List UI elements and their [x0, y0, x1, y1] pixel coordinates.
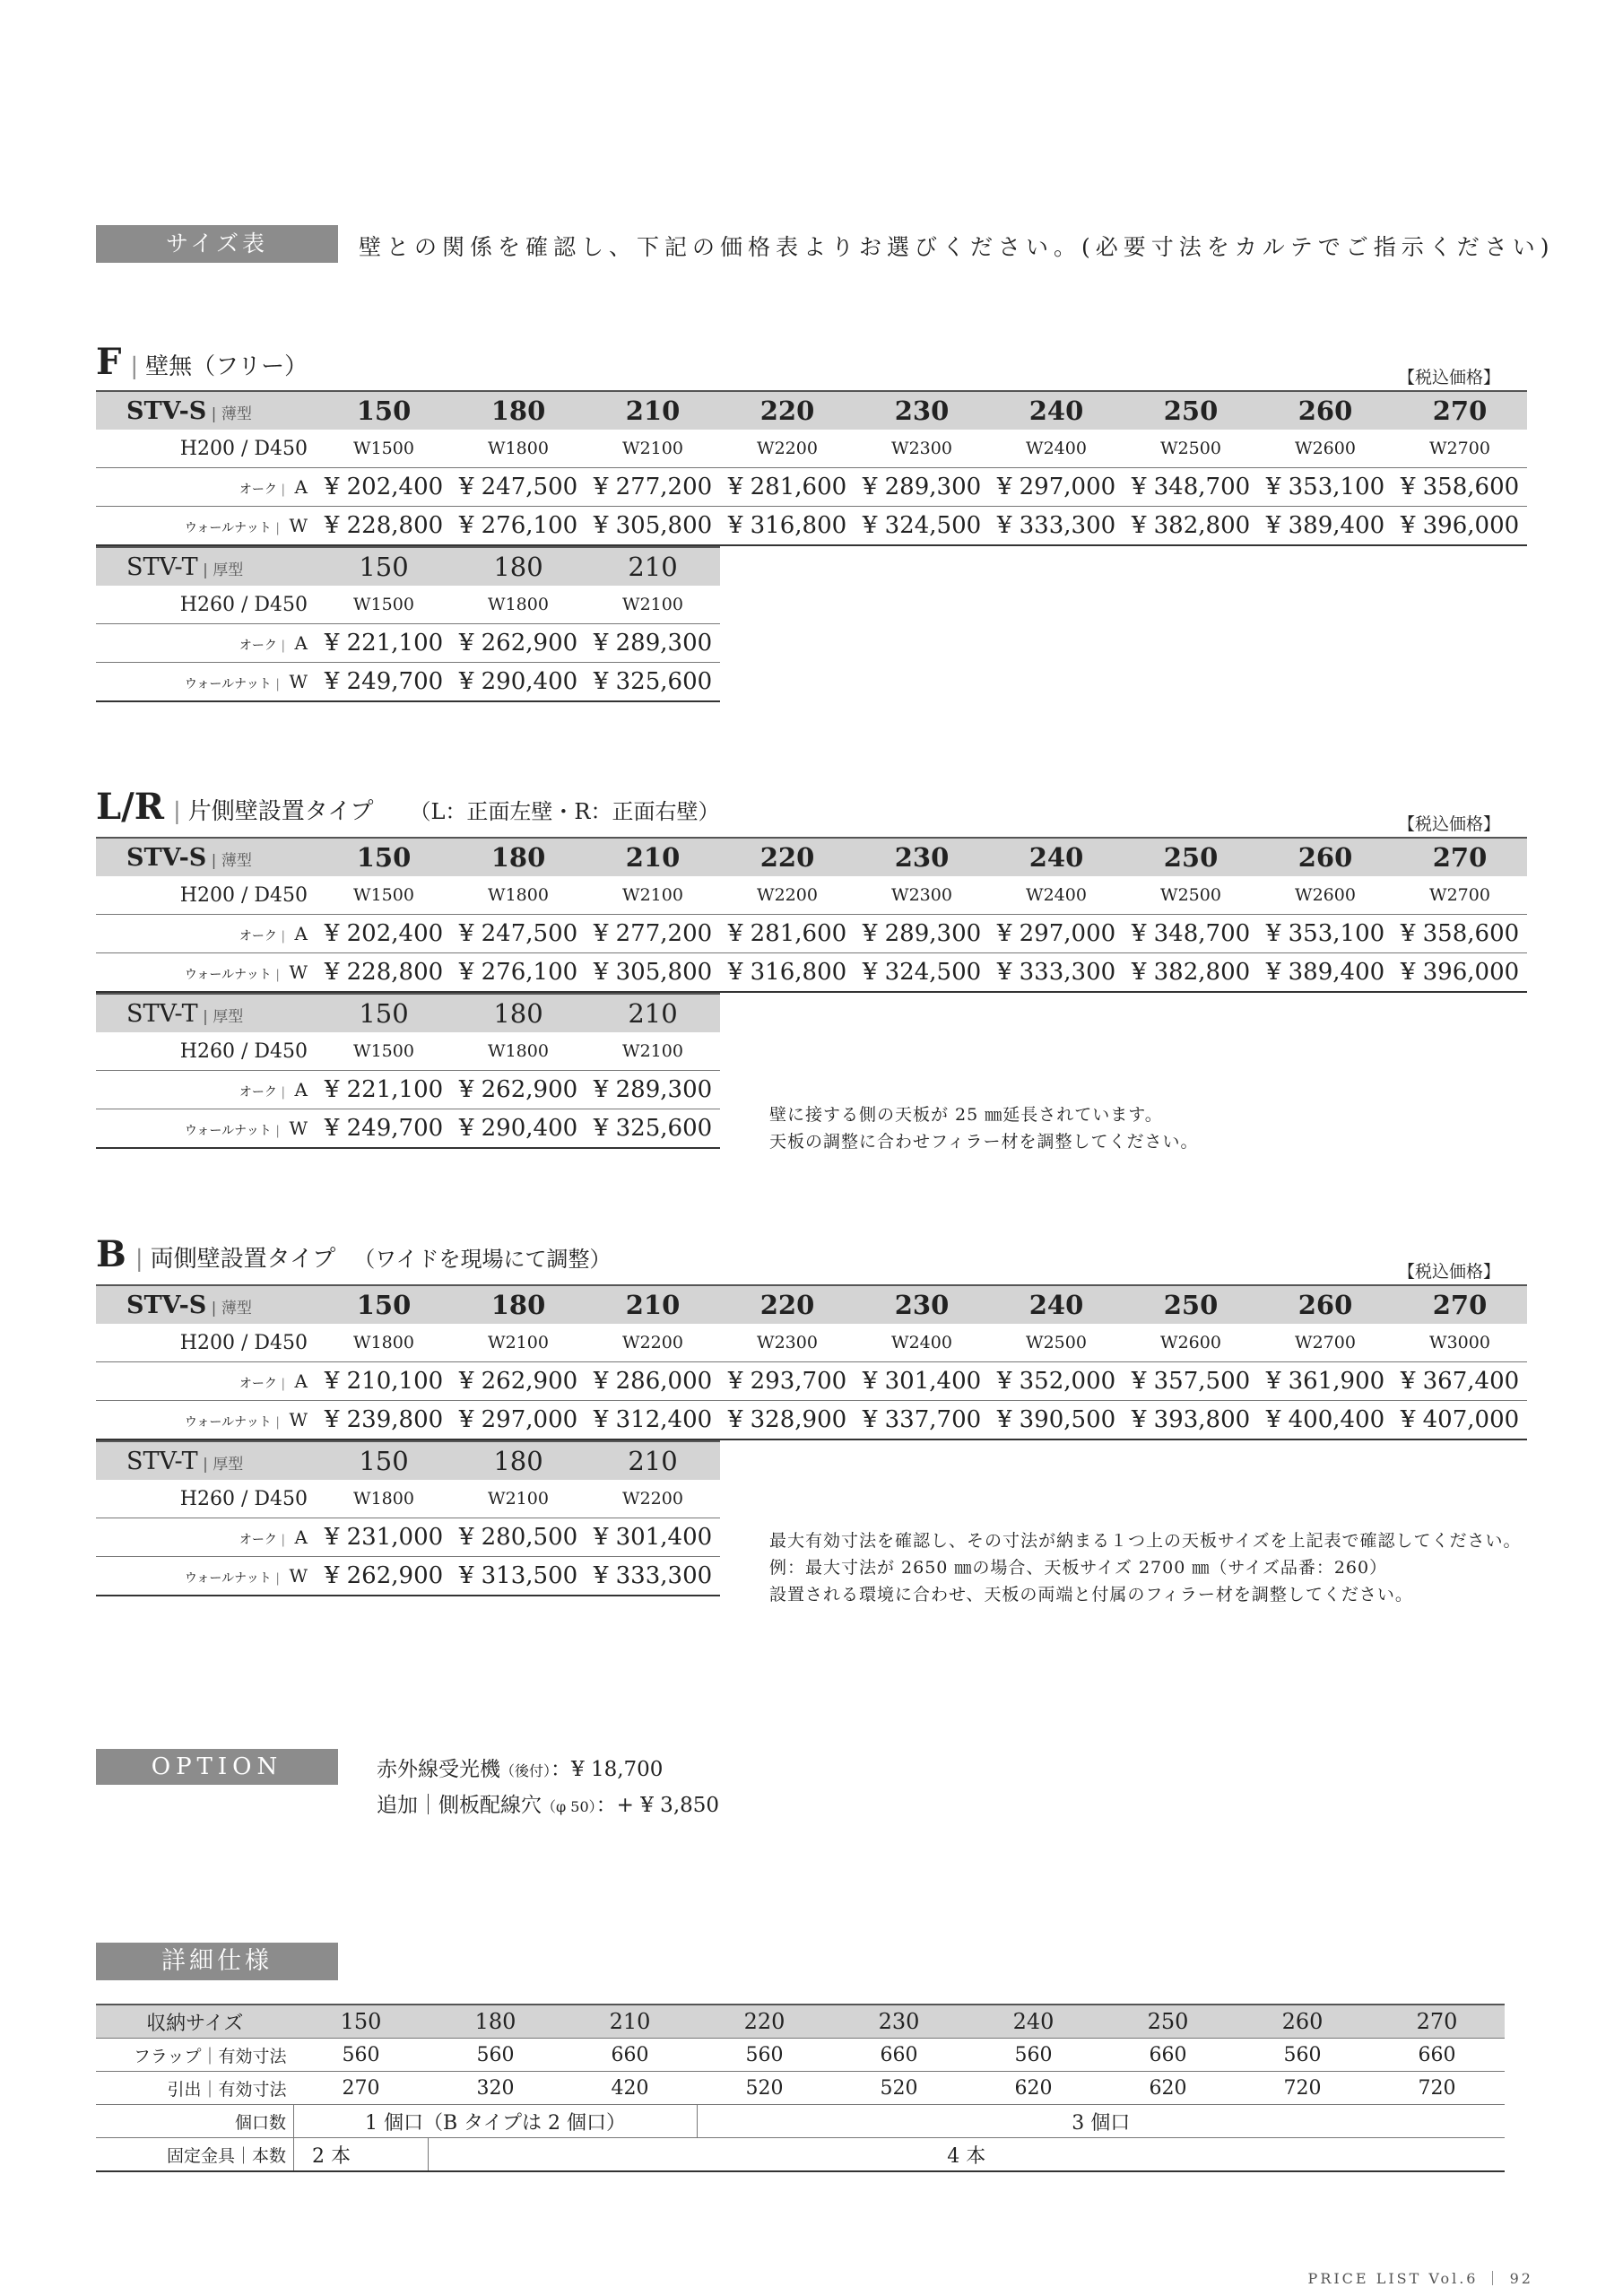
size-header: 250 — [1124, 1285, 1258, 1324]
drawer-row-cell: 270 — [294, 2072, 429, 2105]
model-type: 薄型 — [221, 404, 252, 423]
oak-row-label: オーク | A — [96, 624, 317, 663]
size-header: 210 — [586, 391, 720, 430]
drawer-row-cell: 420 — [563, 2072, 698, 2105]
spec-size: 210 — [563, 2005, 698, 2039]
width-cell: W1500 — [353, 595, 414, 614]
note-line: 設置される環境に合わせ、天板の両端と付属のフィラー材を調整してください。 — [769, 1585, 1413, 1605]
price-cell: ¥ 367,400 — [1393, 1362, 1527, 1401]
spec-size: 270 — [1370, 2005, 1505, 2039]
price-cell: ¥ 353,100 — [1258, 915, 1393, 953]
size-header: 180 — [451, 547, 586, 586]
model-name: STV-S — [126, 843, 207, 872]
price-cell: ¥ 312,400 — [586, 1401, 720, 1440]
price-cell: ¥ 324,500 — [855, 507, 989, 546]
drawer-row-cell: 620 — [1101, 2072, 1236, 2105]
spec-table — [96, 2004, 1505, 2172]
section-name: 片側壁設置タイプ — [187, 798, 374, 825]
model-label: STV-T | 厚型 — [96, 1441, 317, 1480]
flap-row-cell: 660 — [1101, 2039, 1236, 2072]
model-label: STV-S | 薄型 — [96, 1285, 317, 1324]
width-cell: W2600 — [1295, 885, 1356, 905]
size-header: 210 — [586, 1441, 720, 1480]
section-f-title: F | 壁無（フリー） — [96, 341, 308, 383]
spec-header-label: 収納サイズ — [96, 2005, 294, 2039]
price-cell: ¥ 348,700 — [1124, 468, 1258, 507]
width-cell: W2200 — [757, 885, 818, 905]
note-lr — [769, 1101, 1198, 1155]
price-table-stv-t — [96, 1440, 720, 1596]
price-cell: ¥ 262,900 — [451, 624, 586, 663]
flap-row-cell: 660 — [832, 2039, 967, 2072]
tax-label: 【税込価格】 — [1397, 814, 1500, 834]
width-cell: W2200 — [622, 1489, 683, 1509]
width-cell: W2600 — [1160, 1333, 1221, 1352]
spec-tag: 詳細仕様 — [96, 1943, 338, 1980]
price-cell: ¥ 389,400 — [1258, 953, 1393, 993]
model-type: 厚型 — [213, 1007, 244, 1026]
size-header: 180 — [451, 838, 586, 876]
drawer-row-cell: 520 — [832, 2072, 967, 2105]
spec-size: 260 — [1236, 2005, 1370, 2039]
spec-size: 180 — [429, 2005, 563, 2039]
width-cell: W2300 — [891, 885, 952, 905]
size-header: 270 — [1393, 1285, 1527, 1324]
model-type: 厚型 — [213, 561, 244, 579]
price-cell: ¥ 262,900 — [451, 1071, 586, 1109]
price-cell: ¥ 305,800 — [586, 953, 720, 993]
drawer-row-cell: 620 — [967, 2072, 1101, 2105]
size-header: 150 — [317, 391, 451, 430]
drawer-row-cell: 720 — [1370, 2072, 1505, 2105]
size-header: 250 — [1124, 391, 1258, 430]
size-header: 250 — [1124, 838, 1258, 876]
option-tag: OPTION — [96, 1749, 338, 1785]
dims-label: H200 / D450 — [179, 437, 308, 460]
price-cell: ¥ 210,100 — [317, 1362, 451, 1401]
width-cell: W2700 — [1429, 885, 1490, 905]
price-cell: ¥ 276,100 — [451, 507, 586, 546]
size-header: 150 — [317, 547, 451, 586]
price-cell: ¥ 313,500 — [451, 1557, 586, 1596]
section-subtitle: （L：正面左壁・R：正面右壁） — [409, 799, 720, 824]
size-header: 230 — [855, 1285, 989, 1324]
size-header: 220 — [720, 391, 855, 430]
walnut-row-label: ウォールナット | W — [96, 1109, 317, 1149]
price-table-stv-s — [96, 837, 1527, 993]
price-cell: ¥ 239,800 — [317, 1401, 451, 1440]
price-cell: ¥ 281,600 — [720, 468, 855, 507]
note-line: 壁に接する側の天板が 25 ㎜延長されています。 — [769, 1105, 1163, 1125]
price-table-stv-t — [96, 546, 720, 702]
size-header: 150 — [317, 994, 451, 1032]
note-line: 例：最大寸法が 2650 ㎜の場合、天板サイズ 2700 ㎜（サイズ品番：260） — [769, 1558, 1388, 1578]
price-cell: ¥ 262,900 — [317, 1557, 451, 1596]
drawer-row-label: 引出｜有効寸法 — [96, 2072, 294, 2105]
flap-row-cell: 660 — [1370, 2039, 1505, 2072]
spec-size: 240 — [967, 2005, 1101, 2039]
section-name: 両側壁設置タイプ — [150, 1246, 336, 1273]
price-cell: ¥ 290,400 — [451, 1109, 586, 1149]
price-cell: ¥ 228,800 — [317, 507, 451, 546]
note-b — [769, 1527, 1521, 1608]
note-line: 天板の調整に合わせフィラー材を調整してください。 — [769, 1132, 1199, 1152]
price-cell: ¥ 337,700 — [855, 1401, 989, 1440]
option-wiring-hole: 追加｜側板配線穴（φ 50）：+ ¥ 3,850 — [377, 1794, 720, 1817]
price-table-stv-t — [96, 993, 720, 1149]
size-header: 210 — [586, 838, 720, 876]
price-cell: ¥ 333,300 — [586, 1557, 720, 1596]
price-cell: ¥ 348,700 — [1124, 915, 1258, 953]
size-header: 260 — [1258, 1285, 1393, 1324]
size-header: 270 — [1393, 838, 1527, 876]
size-header: 180 — [451, 1285, 586, 1324]
price-cell: ¥ 301,400 — [586, 1518, 720, 1557]
size-header: 220 — [720, 1285, 855, 1324]
openings-a: 1 個口（B タイプは 2 個口） — [294, 2105, 698, 2138]
price-cell: ¥ 390,500 — [989, 1401, 1124, 1440]
oak-row-label: オーク | A — [96, 468, 317, 507]
model-name: STV-T — [126, 552, 198, 581]
drawer-row-cell: 320 — [429, 2072, 563, 2105]
width-cell: W1500 — [353, 439, 414, 458]
width-cell: W2100 — [488, 1489, 549, 1509]
openings-label: 個口数 — [96, 2105, 294, 2138]
model-label: STV-T | 厚型 — [96, 547, 317, 586]
price-cell: ¥ 301,400 — [855, 1362, 989, 1401]
flap-row-cell: 560 — [698, 2039, 832, 2072]
size-header: 240 — [989, 838, 1124, 876]
size-header: 210 — [586, 1285, 720, 1324]
fix-label: 固定金具｜本数 — [96, 2138, 294, 2172]
price-cell: ¥ 325,600 — [586, 663, 720, 702]
price-cell: ¥ 228,800 — [317, 953, 451, 993]
walnut-row-label: ウォールナット | W — [96, 1401, 317, 1440]
lead-text: 壁との関係を確認し、下記の価格表よりお選びください。(必要寸法をカルテでご指示ください) — [359, 234, 1555, 260]
flap-row-cell: 560 — [429, 2039, 563, 2072]
width-cell: W1500 — [353, 1041, 414, 1061]
model-label: STV-T | 厚型 — [96, 994, 317, 1032]
price-cell: ¥ 280,500 — [451, 1518, 586, 1557]
price-cell: ¥ 382,800 — [1124, 507, 1258, 546]
price-table-stv-s — [96, 390, 1527, 546]
price-cell: ¥ 289,300 — [855, 468, 989, 507]
price-cell: ¥ 277,200 — [586, 915, 720, 953]
spec-size: 230 — [832, 2005, 967, 2039]
size-header: 150 — [317, 1441, 451, 1480]
price-cell: ¥ 249,700 — [317, 663, 451, 702]
flap-row-label: フラップ｜有効寸法 — [96, 2039, 294, 2072]
size-header: 180 — [451, 391, 586, 430]
size-header: 240 — [989, 1285, 1124, 1324]
size-header: 210 — [586, 994, 720, 1032]
price-cell: ¥ 297,000 — [989, 915, 1124, 953]
price-cell: ¥ 202,400 — [317, 915, 451, 953]
price-cell: ¥ 393,800 — [1124, 1401, 1258, 1440]
width-cell: W2300 — [891, 439, 952, 458]
section-lr-title: L/R | 片側壁設置タイプ （L：正面左壁・R：正面右壁） — [96, 786, 720, 828]
drawer-row-cell: 720 — [1236, 2072, 1370, 2105]
tax-label: 【税込価格】 — [1397, 368, 1500, 387]
width-cell: W2500 — [1160, 885, 1221, 905]
width-cell: W3000 — [1429, 1333, 1490, 1352]
oak-row-label: オーク | A — [96, 1071, 317, 1109]
width-cell: W1800 — [488, 885, 549, 905]
size-header: 180 — [451, 994, 586, 1032]
size-table-tag: サイズ表 — [96, 225, 338, 263]
size-header: 260 — [1258, 391, 1393, 430]
dims-label: H200 / D450 — [179, 883, 308, 907]
width-cell: W2200 — [622, 1333, 683, 1352]
width-cell: W1500 — [353, 885, 414, 905]
price-cell: ¥ 247,500 — [451, 915, 586, 953]
width-cell: W2100 — [622, 885, 683, 905]
price-cell: ¥ 396,000 — [1393, 507, 1527, 546]
fix-a: 2 本 — [294, 2138, 429, 2172]
price-cell: ¥ 297,000 — [451, 1401, 586, 1440]
model-name: STV-T — [126, 1447, 198, 1475]
price-cell: ¥ 333,300 — [989, 953, 1124, 993]
size-header: 180 — [451, 1441, 586, 1480]
section-name: 壁無（フリー） — [145, 353, 308, 380]
size-header: 270 — [1393, 391, 1527, 430]
price-cell: ¥ 396,000 — [1393, 953, 1527, 993]
width-cell: W2700 — [1429, 439, 1490, 458]
price-cell: ¥ 407,000 — [1393, 1401, 1527, 1440]
walnut-row-label: ウォールナット | W — [96, 507, 317, 546]
size-header: 260 — [1258, 838, 1393, 876]
oak-row-label: オーク | A — [96, 915, 317, 953]
width-cell: W2500 — [1160, 439, 1221, 458]
width-cell: W2400 — [1026, 885, 1087, 905]
dims-label: H260 / D450 — [179, 1487, 308, 1510]
width-cell: W2100 — [488, 1333, 549, 1352]
width-cell: W2100 — [622, 595, 683, 614]
tax-label: 【税込価格】 — [1397, 1262, 1500, 1282]
price-cell: ¥ 400,400 — [1258, 1401, 1393, 1440]
price-cell: ¥ 281,600 — [720, 915, 855, 953]
page-footer: PRICE LIST Vol.6 ｜ 92 — [1307, 2270, 1533, 2287]
price-cell: ¥ 289,300 — [586, 1071, 720, 1109]
price-cell: ¥ 293,700 — [720, 1362, 855, 1401]
size-header: 210 — [586, 547, 720, 586]
price-cell: ¥ 202,400 — [317, 468, 451, 507]
spec-size: 150 — [294, 2005, 429, 2039]
price-cell: ¥ 289,300 — [586, 624, 720, 663]
section-letter: L/R — [96, 786, 164, 828]
walnut-row-label: ウォールナット | W — [96, 663, 317, 702]
walnut-row-label: ウォールナット | W — [96, 953, 317, 993]
model-name: STV-T — [126, 999, 198, 1028]
openings-b: 3 個口 — [698, 2105, 1505, 2138]
spec-size: 250 — [1101, 2005, 1236, 2039]
spec-size: 220 — [698, 2005, 832, 2039]
drawer-row-cell: 520 — [698, 2072, 832, 2105]
price-cell: ¥ 277,200 — [586, 468, 720, 507]
model-name: STV-S — [126, 1291, 207, 1319]
size-header: 230 — [855, 391, 989, 430]
price-cell: ¥ 361,900 — [1258, 1362, 1393, 1401]
section-b-title: B | 両側壁設置タイプ （ワイドを現場にて調整） — [96, 1233, 612, 1275]
model-label: STV-S | 薄型 — [96, 838, 317, 876]
model-type: 厚型 — [213, 1455, 244, 1474]
price-cell: ¥ 333,300 — [989, 507, 1124, 546]
width-cell: W2200 — [757, 439, 818, 458]
walnut-row-label: ウォールナット | W — [96, 1557, 317, 1596]
dims-label: H260 / D450 — [179, 593, 308, 616]
dims-label: H200 / D450 — [179, 1331, 308, 1354]
price-cell: ¥ 325,600 — [586, 1109, 720, 1149]
price-cell: ¥ 276,100 — [451, 953, 586, 993]
model-name: STV-S — [126, 396, 207, 425]
option-ir-receiver: 赤外線受光機（後付）：¥ 18,700 — [377, 1758, 664, 1781]
width-cell: W2600 — [1295, 439, 1356, 458]
width-cell: W2300 — [757, 1333, 818, 1352]
price-cell: ¥ 358,600 — [1393, 468, 1527, 507]
size-header: 240 — [989, 391, 1124, 430]
width-cell: W2400 — [891, 1333, 952, 1352]
price-cell: ¥ 353,100 — [1258, 468, 1393, 507]
price-cell: ¥ 324,500 — [855, 953, 989, 993]
price-cell: ¥ 249,700 — [317, 1109, 451, 1149]
width-cell: W2400 — [1026, 439, 1087, 458]
size-header: 150 — [317, 1285, 451, 1324]
flap-row-cell: 560 — [967, 2039, 1101, 2072]
price-cell: ¥ 382,800 — [1124, 953, 1258, 993]
width-cell: W1800 — [488, 1041, 549, 1061]
oak-row-label: オーク | A — [96, 1518, 317, 1557]
price-cell: ¥ 352,000 — [989, 1362, 1124, 1401]
fix-b: 4 本 — [429, 2138, 1505, 2172]
price-cell: ¥ 305,800 — [586, 507, 720, 546]
model-label: STV-S | 薄型 — [96, 391, 317, 430]
price-cell: ¥ 297,000 — [989, 468, 1124, 507]
section-letter: B — [96, 1233, 126, 1275]
price-cell: ¥ 289,300 — [855, 915, 989, 953]
size-header: 150 — [317, 838, 451, 876]
price-cell: ¥ 316,800 — [720, 953, 855, 993]
note-line: 最大有効寸法を確認し、その寸法が納まる１つ上の天板サイズを上記表で確認してください。 — [769, 1531, 1522, 1551]
size-header: 230 — [855, 838, 989, 876]
width-cell: W2500 — [1026, 1333, 1087, 1352]
price-cell: ¥ 328,900 — [720, 1401, 855, 1440]
price-cell: ¥ 221,100 — [317, 624, 451, 663]
price-cell: ¥ 247,500 — [451, 468, 586, 507]
dims-label: H260 / D450 — [179, 1039, 308, 1063]
flap-row-cell: 560 — [294, 2039, 429, 2072]
price-cell: ¥ 221,100 — [317, 1071, 451, 1109]
width-cell: W1800 — [488, 439, 549, 458]
model-type: 薄型 — [221, 1299, 252, 1318]
price-cell: ¥ 389,400 — [1258, 507, 1393, 546]
flap-row-cell: 560 — [1236, 2039, 1370, 2072]
flap-row-cell: 660 — [563, 2039, 698, 2072]
price-cell: ¥ 357,500 — [1124, 1362, 1258, 1401]
price-cell: ¥ 286,000 — [586, 1362, 720, 1401]
width-cell: W1800 — [353, 1333, 414, 1352]
width-cell: W1800 — [353, 1489, 414, 1509]
width-cell: W2100 — [622, 439, 683, 458]
size-header: 220 — [720, 838, 855, 876]
price-cell: ¥ 316,800 — [720, 507, 855, 546]
width-cell: W2700 — [1295, 1333, 1356, 1352]
section-subtitle: （ワイドを現場にて調整） — [353, 1247, 612, 1272]
oak-row-label: オーク | A — [96, 1362, 317, 1401]
price-cell: ¥ 358,600 — [1393, 915, 1527, 953]
price-table-stv-s — [96, 1284, 1527, 1440]
price-cell: ¥ 290,400 — [451, 663, 586, 702]
section-letter: F — [96, 341, 122, 383]
model-type: 薄型 — [221, 851, 252, 870]
width-cell: W1800 — [488, 595, 549, 614]
price-cell: ¥ 231,000 — [317, 1518, 451, 1557]
price-cell: ¥ 262,900 — [451, 1362, 586, 1401]
width-cell: W2100 — [622, 1041, 683, 1061]
